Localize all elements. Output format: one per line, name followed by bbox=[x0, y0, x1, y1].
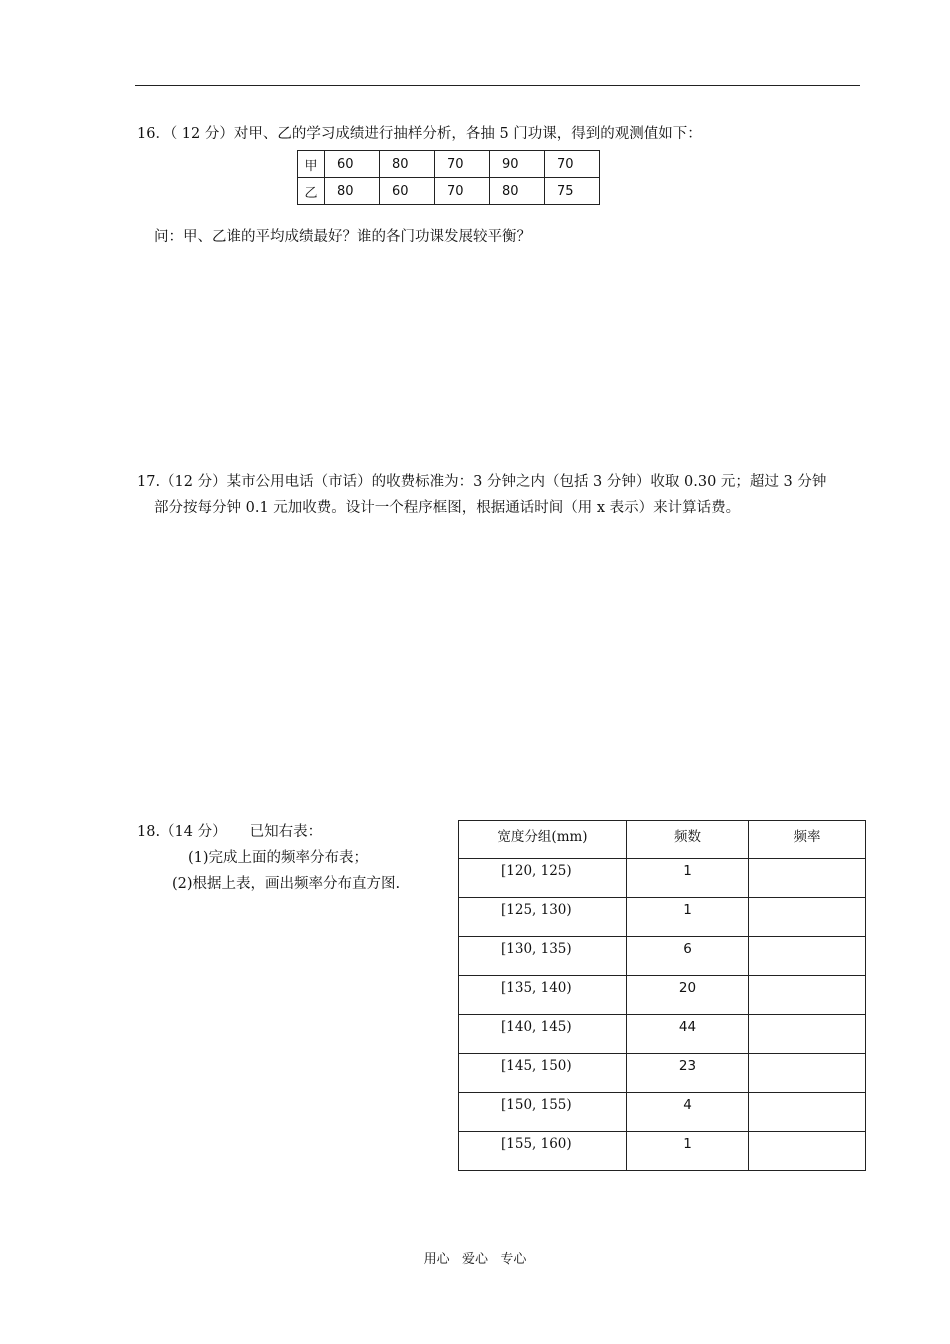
rate-cell bbox=[749, 898, 866, 937]
group-cell: [145, 150) bbox=[459, 1054, 627, 1093]
freq-cell: 44 bbox=[627, 1015, 749, 1054]
header-rule bbox=[135, 85, 860, 86]
rate-cell bbox=[749, 976, 866, 1015]
table-cell: 70 bbox=[545, 151, 600, 178]
group-cell: [155, 160) bbox=[459, 1132, 627, 1171]
column-header: 宽度分组(mm) bbox=[459, 821, 627, 859]
question-16-text: 16．（ 12 分）对甲、乙的学习成绩进行抽样分析，各抽 5 门功课，得到的观测值如下： bbox=[137, 126, 702, 142]
group-cell: [130, 135) bbox=[459, 937, 627, 976]
group-cell: [150, 155) bbox=[459, 1093, 627, 1132]
column-header: 频率 bbox=[749, 821, 866, 859]
table-cell: 70 bbox=[435, 178, 490, 205]
table-cell: 80 bbox=[325, 178, 380, 205]
table-row bbox=[459, 898, 866, 937]
question-18-line-3: (2)根据上表，画出频率分布直方图. bbox=[172, 876, 401, 892]
row-label: 甲 bbox=[298, 151, 325, 178]
frequency-table bbox=[458, 820, 866, 1171]
question-17-line-2: 部分按每分钟 0.1 元加收费。设计一个程序框图，根据通话时间（用 x 表示）来计算话费。 bbox=[154, 500, 741, 516]
freq-cell: 23 bbox=[627, 1054, 749, 1093]
rate-cell bbox=[749, 859, 866, 898]
table-row bbox=[459, 1132, 866, 1171]
table-cell: 60 bbox=[380, 178, 435, 205]
rate-cell bbox=[749, 937, 866, 976]
table-row bbox=[298, 151, 600, 178]
table-row bbox=[459, 976, 866, 1015]
table-cell: 70 bbox=[435, 151, 490, 178]
table-row bbox=[459, 1093, 866, 1132]
rate-cell bbox=[749, 1015, 866, 1054]
table-header-row bbox=[459, 821, 866, 859]
freq-cell: 4 bbox=[627, 1093, 749, 1132]
table-row bbox=[459, 937, 866, 976]
table-row bbox=[298, 178, 600, 205]
row-label: 乙 bbox=[298, 178, 325, 205]
group-cell: [135, 140) bbox=[459, 976, 627, 1015]
column-header: 频数 bbox=[627, 821, 749, 859]
question-18-line-2: (1)完成上面的频率分布表； bbox=[188, 850, 369, 866]
freq-cell: 1 bbox=[627, 859, 749, 898]
group-cell: [125, 130) bbox=[459, 898, 627, 937]
freq-cell: 6 bbox=[627, 937, 749, 976]
question-18-line-1: 18.（14 分） 已知右表： bbox=[137, 824, 323, 840]
table-cell: 90 bbox=[490, 151, 545, 178]
rate-cell bbox=[749, 1054, 866, 1093]
table-cell: 60 bbox=[325, 151, 380, 178]
group-cell: [120, 125) bbox=[459, 859, 627, 898]
rate-cell bbox=[749, 1093, 866, 1132]
table-cell: 80 bbox=[380, 151, 435, 178]
page-footer: 用心 爱心 专心 bbox=[423, 1252, 527, 1267]
table-row bbox=[459, 859, 866, 898]
question-16-table bbox=[297, 150, 600, 205]
table-row bbox=[459, 1015, 866, 1054]
freq-cell: 1 bbox=[627, 1132, 749, 1171]
group-cell: [140, 145) bbox=[459, 1015, 627, 1054]
freq-cell: 20 bbox=[627, 976, 749, 1015]
table-cell: 75 bbox=[545, 178, 600, 205]
question-16-ask: 问：甲、乙谁的平均成绩最好？谁的各门功课发展较平衡？ bbox=[154, 229, 531, 245]
rate-cell bbox=[749, 1132, 866, 1171]
freq-cell: 1 bbox=[627, 898, 749, 937]
table-row bbox=[459, 1054, 866, 1093]
table-cell: 80 bbox=[490, 178, 545, 205]
question-17-line-1: 17.（12 分）某市公用电话（市话）的收费标准为：3 分钟之内（包括 3 分钟）收取 0.30 元；超过 3 分钟 bbox=[137, 474, 827, 490]
